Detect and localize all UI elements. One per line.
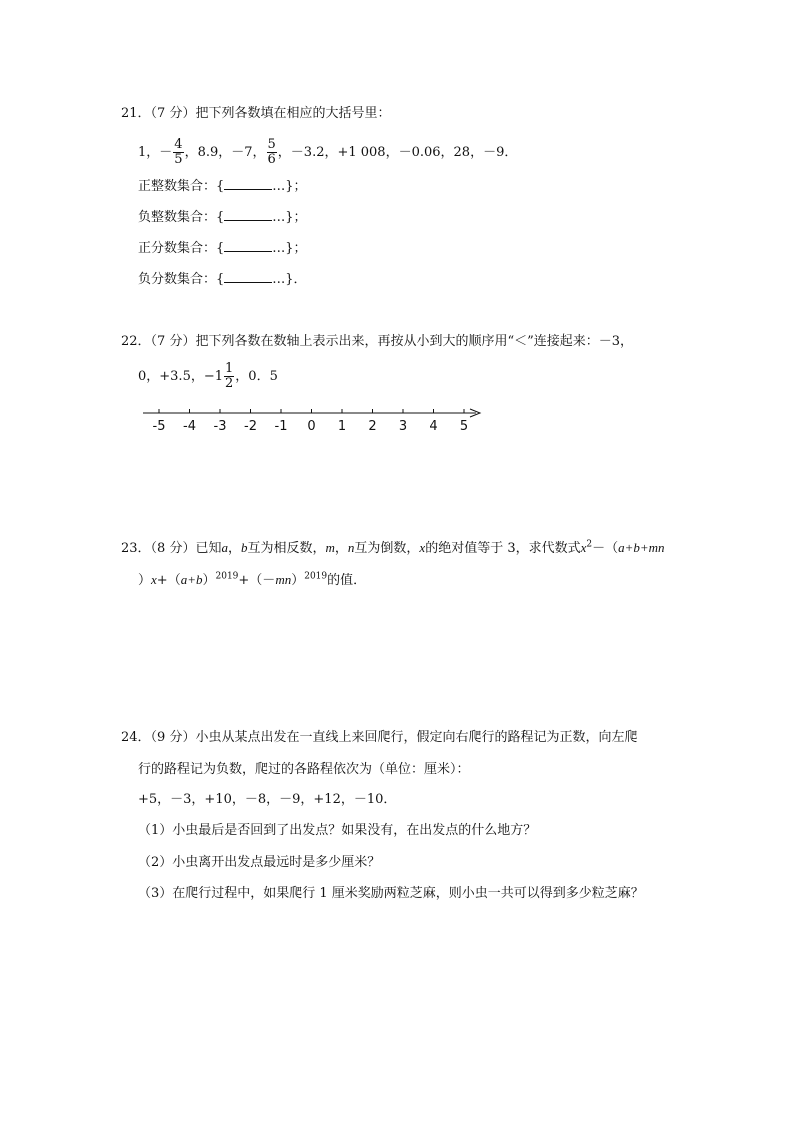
fraction-five-sixths	[267, 138, 277, 167]
fraction-four-fifths	[173, 138, 183, 167]
fraction-denominator: 5	[174, 152, 183, 167]
q23-l2-d: +（－	[238, 573, 276, 588]
q23-l2-b: +（	[156, 573, 181, 588]
set-label: 正分数集合：{	[138, 241, 225, 256]
set-tail: …}；	[272, 241, 307, 256]
q21-nums-c: ，－3.2，+1 008，－0.06，28，－9．	[277, 145, 518, 160]
exponent: 2019	[215, 571, 239, 582]
number-line	[140, 400, 500, 440]
q21-nums-b: ，8.9，－7，	[184, 145, 266, 160]
set-positive-integers	[138, 177, 307, 195]
set-label: 正整数集合：{	[138, 179, 225, 194]
mixed-number-whole: −1	[203, 369, 224, 384]
q23-comma: ，	[227, 541, 241, 556]
set-tail: …}；	[272, 210, 307, 225]
axis-tick-label: 5	[459, 419, 469, 434]
exponent: 2019	[304, 571, 328, 582]
var-x: x	[419, 540, 426, 555]
fraction-numerator: 5	[267, 137, 276, 152]
q23-text-3: 的绝对值等于 3，求代数式	[425, 541, 581, 556]
q21-nums-a: 1，－	[138, 145, 173, 160]
set-negative-fractions	[138, 270, 307, 288]
q23-l2-f: 的值．	[327, 573, 367, 588]
q22-number-list	[138, 360, 278, 394]
q23-l2-c: ）	[202, 573, 216, 588]
q23-line-1	[121, 540, 665, 557]
set-negative-integers	[138, 208, 307, 226]
set-tail: …}；	[272, 179, 307, 194]
answer-blank[interactable]	[224, 239, 272, 252]
set-label: 负分数集合：{	[138, 272, 225, 287]
exponent: 2	[586, 539, 593, 550]
answer-blank[interactable]	[224, 208, 272, 221]
answer-blank[interactable]	[224, 270, 272, 283]
q24-line-2: 行的路程记为负数，爬过的各路程依次为（单位：厘米）：	[138, 762, 470, 777]
set-positive-fractions	[138, 239, 307, 257]
axis-tick-label: 2	[368, 419, 377, 434]
axis-tick-label: 1	[337, 419, 347, 434]
set-tail: …}．	[272, 272, 307, 287]
axis-tick-label: 0	[307, 419, 316, 434]
fraction-numerator: 1	[225, 361, 234, 376]
q24-sub-3: （3）在爬行过程中，如果爬行 1 厘米奖励两粒芝麻，则小虫一共可以得到多少粒芝麻？	[138, 886, 644, 901]
axis-tick-label: 4	[429, 419, 438, 434]
q22-nums-a: 0，+3.5，	[138, 369, 204, 384]
answer-blank[interactable]	[224, 177, 272, 190]
axis-tick-label: -2	[244, 419, 257, 434]
axis-tick-label: -4	[183, 419, 196, 434]
expr-a-b: a+b	[180, 572, 203, 587]
q22-nums-b: ，0．5	[235, 369, 278, 384]
fraction-one-half	[224, 362, 234, 391]
var-n: n	[347, 540, 355, 555]
set-label: 负整数集合：{	[138, 210, 225, 225]
q23-l2-a: ）	[138, 573, 152, 588]
q22-heading: 22．（7 分）把下列各数在数轴上表示出来，再按从小到大的顺序用“＜”连接起来：－3，	[121, 334, 634, 349]
q23-text-1: 互为相反数，	[247, 541, 326, 556]
q23-line-2	[138, 572, 366, 589]
fraction-denominator: 6	[267, 152, 276, 167]
fraction-denominator: 2	[225, 376, 234, 391]
var-x: x	[580, 540, 587, 555]
var-m: m	[325, 540, 335, 555]
q24-sub-1: （1）小虫最后是否回到了出发点？如果没有，在出发点的什么地方？	[138, 823, 537, 838]
q21-number-list	[138, 136, 517, 170]
var-a: a	[221, 540, 228, 555]
expr-mn: mn	[275, 572, 292, 587]
q21-heading: 21．（7 分）把下列各数填在相应的大括号里：	[121, 106, 391, 121]
q24-sub-2: （2）小虫离开出发点最远时是多少厘米？	[138, 855, 381, 870]
q23-comma: ，	[334, 541, 348, 556]
q24-line-1: 24．（9 分）小虫从某点出发在一直线上来回爬行，假定向右爬行的路程记为正数，向左爬	[121, 730, 638, 745]
axis-tick-label: 3	[398, 419, 408, 434]
axis-tick-label: -5	[152, 419, 166, 434]
expr-a-b-mn: a+b+mn	[618, 540, 665, 555]
var-b: b	[240, 540, 248, 555]
axis-tick-label: -3	[213, 419, 227, 434]
q24-line-3: +5，－3，+10，－8，－9，+12，－10．	[138, 792, 397, 807]
axis-tick-label: -1	[274, 419, 288, 434]
fraction-numerator: 4	[174, 137, 183, 152]
q23-text-4: －（	[592, 541, 619, 556]
q23-head: 23．（8 分）已知	[121, 541, 222, 556]
var-x: x	[151, 572, 157, 587]
q23-l2-e: ）	[291, 573, 305, 588]
q23-text-2: 互为倒数，	[354, 541, 420, 556]
